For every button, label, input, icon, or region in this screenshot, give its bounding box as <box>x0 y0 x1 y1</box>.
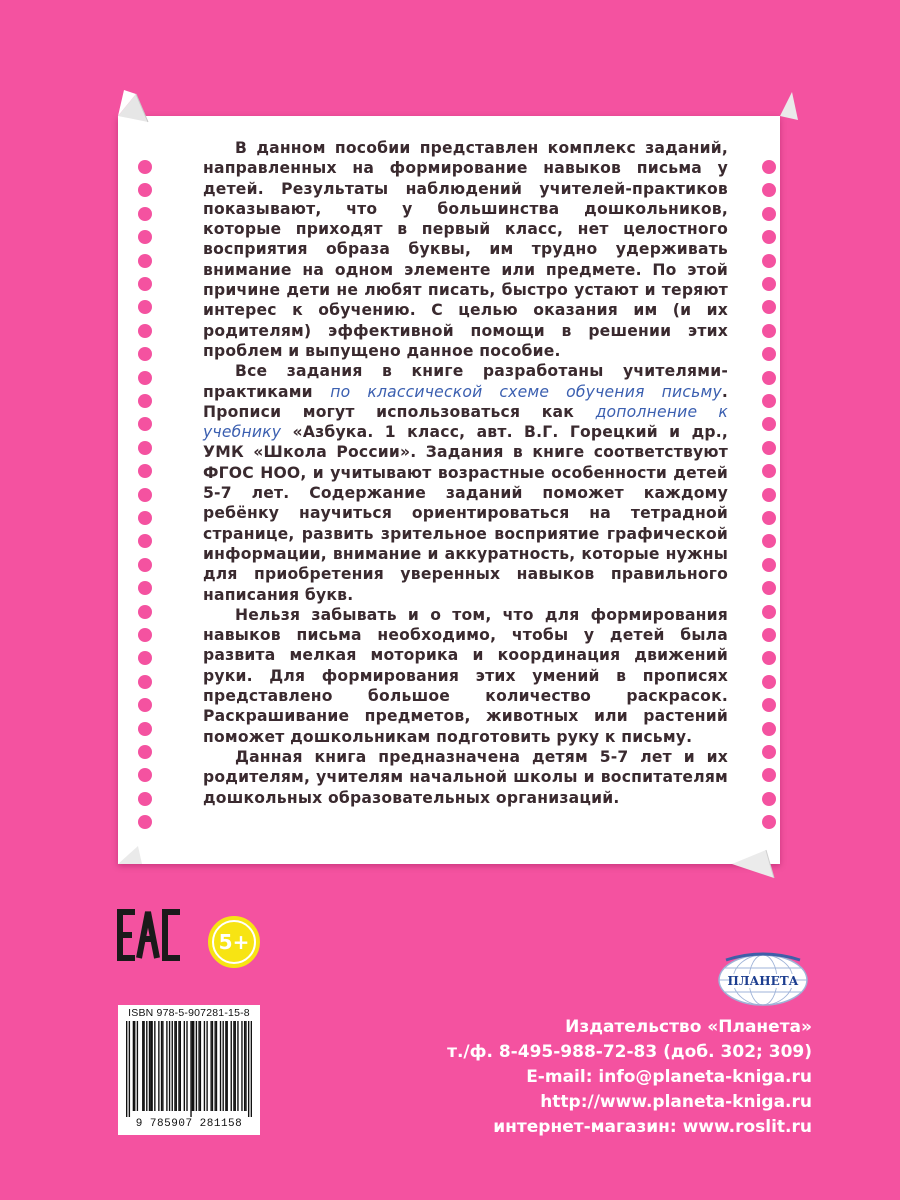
punch-hole <box>138 792 152 806</box>
annotation-paragraph-4 <box>203 747 728 808</box>
punch-hole <box>762 417 776 431</box>
barcode-bar <box>149 1021 150 1111</box>
barcode-bar <box>146 1021 147 1111</box>
barcode-bar <box>193 1021 194 1111</box>
punch-hole <box>762 324 776 338</box>
punch-hole <box>138 160 152 174</box>
punch-hole <box>762 628 776 642</box>
punch-hole <box>762 768 776 782</box>
punch-hole <box>138 511 152 525</box>
barcode-block <box>118 1005 260 1135</box>
barcode-bar <box>220 1021 221 1111</box>
paper-curl-top-right <box>752 82 812 142</box>
paper-curl-top-left <box>88 82 158 158</box>
barcode-bar <box>129 1021 130 1117</box>
barcode-bar <box>133 1021 134 1111</box>
punch-hole <box>762 347 776 361</box>
publisher-logo <box>708 950 818 1010</box>
barcode-bar <box>225 1021 226 1111</box>
punch-hole <box>138 183 152 197</box>
punch-hole <box>138 371 152 385</box>
barcode-bar <box>162 1021 163 1111</box>
barcode-bar <box>216 1021 217 1111</box>
publisher-name: Издательство «Планета» <box>565 1017 812 1037</box>
annotation-paragraph-1 <box>203 138 728 361</box>
text-segment: Данная книга предназначена детям 5-7 лет и их родителям, учителям начальной школы и воспитателям дошкольных образовательных организаций. <box>203 747 728 807</box>
punch-hole <box>138 207 152 221</box>
age-rating-text: 5+ <box>218 930 250 954</box>
publisher-info <box>447 1015 812 1140</box>
punch-hole <box>762 792 776 806</box>
punch-hole <box>138 534 152 548</box>
barcode-bar <box>198 1021 199 1111</box>
barcode-bar <box>233 1021 234 1111</box>
punch-hole <box>762 651 776 665</box>
barcode-digits: 9 785907 281158 <box>135 1118 243 1130</box>
annotation-paragraph-3 <box>203 605 728 747</box>
barcode-bar <box>143 1021 144 1111</box>
punch-hole <box>138 464 152 478</box>
punch-hole <box>138 722 152 736</box>
punch-hole <box>762 183 776 197</box>
barcode-bar <box>244 1021 245 1111</box>
punch-hole <box>138 324 152 338</box>
barcode-bar <box>184 1021 185 1111</box>
barcode-bar <box>210 1021 211 1111</box>
publisher-website: http://www.planeta-kniga.ru <box>540 1092 812 1112</box>
barcode-bar <box>150 1021 151 1111</box>
punch-hole <box>138 698 152 712</box>
punch-hole <box>762 394 776 408</box>
punch-hole <box>138 230 152 244</box>
isbn-label: ISBN 978-5-907281-15-8 <box>128 1007 250 1019</box>
punch-hole <box>138 441 152 455</box>
punch-hole <box>138 347 152 361</box>
text-segment: . Прописи могут использоваться как <box>203 382 728 421</box>
barcode-bar <box>137 1021 138 1111</box>
punch-hole <box>138 277 152 291</box>
punch-hole <box>762 254 776 268</box>
barcode-bar <box>176 1021 177 1111</box>
paper-curl-bottom-left <box>98 840 158 890</box>
punch-hole <box>138 768 152 782</box>
punch-hole <box>762 722 776 736</box>
punch-hole <box>138 675 152 689</box>
punch-hole <box>138 300 152 314</box>
emphasized-phrase: дополнение к учебнику <box>203 402 728 442</box>
barcode-bar <box>235 1021 236 1111</box>
emphasized-phrase: по классической схеме обучения письму <box>330 382 722 401</box>
punch-hole <box>762 207 776 221</box>
punch-holes-right <box>762 160 778 840</box>
barcode-bar <box>142 1021 143 1111</box>
punch-hole <box>762 698 776 712</box>
punch-hole <box>138 815 152 829</box>
eac-conformity-mark <box>117 909 185 961</box>
punch-hole <box>138 581 152 595</box>
barcode-bar <box>237 1021 238 1111</box>
paper-curl-bottom-right <box>726 816 796 892</box>
barcode-bar <box>200 1021 201 1111</box>
barcode-bar <box>204 1021 205 1111</box>
barcode-bar <box>172 1021 173 1111</box>
punch-hole <box>138 558 152 572</box>
barcode-bar <box>192 1021 193 1111</box>
barcode-bar <box>154 1021 155 1111</box>
barcode-bar <box>126 1021 127 1117</box>
publisher-logo-text: ПЛАНЕТА <box>727 974 799 988</box>
barcode-bar <box>245 1021 246 1111</box>
barcode-bar <box>158 1021 159 1111</box>
barcode-bar <box>169 1021 170 1111</box>
punch-hole <box>762 277 776 291</box>
text-segment: Все задания в книге разработаны учителями-практиками <box>203 362 728 401</box>
barcode-bar <box>134 1021 135 1111</box>
annotation-paragraph-2 <box>203 361 728 605</box>
punch-hole <box>762 488 776 502</box>
barcode-bar <box>166 1021 167 1111</box>
barcode-bar <box>227 1021 228 1111</box>
punch-hole <box>138 628 152 642</box>
barcode-bar <box>186 1021 187 1111</box>
barcode-bar <box>241 1021 242 1111</box>
barcode-bar <box>214 1021 215 1111</box>
text-segment: Нельзя забывать и о том, что для формирования навыков письма необходимо, чтобы у детей была развита мелкая моторика и координация движений руки. Для формирования этих умений в прописях представлено большое количество раскрасок. Раскрашивание предметов, животных или растений поможет дошкольникам подготовить руку к письму. <box>203 605 728 746</box>
barcode-bar <box>190 1021 191 1117</box>
barcode-bar <box>196 1021 197 1111</box>
punch-hole <box>762 745 776 759</box>
punch-hole <box>762 511 776 525</box>
publisher-shop: интернет-магазин: www.roslit.ru <box>493 1117 812 1137</box>
publisher-email: E-mail: info@planeta-kniga.ru <box>526 1067 812 1087</box>
barcode-bar <box>206 1021 207 1111</box>
barcode-bar <box>174 1021 175 1111</box>
punch-hole <box>762 605 776 619</box>
text-segment: «Азбука. 1 класс, авт. В.Г. Горецкий и др., УМК «Школа России». Задания в книге соответствуют ФГОС НОО, и учитывают возрастные особенности детей 5-7 лет. Содержание заданий поможет каждому ребёнку научиться ориентироваться на тетрадной странице, развить зрительное восприятие графической информации, внимание и аккуратность, которые нужны для приобретения уверенных навыков правильного написания букв. <box>203 423 728 604</box>
barcode-bar <box>178 1021 179 1111</box>
barcode-bar <box>231 1021 232 1111</box>
punch-hole <box>762 464 776 478</box>
age-rating-badge <box>208 916 260 968</box>
barcode-bars <box>126 1021 252 1117</box>
punch-hole <box>762 300 776 314</box>
barcode-bar <box>212 1021 213 1111</box>
punch-hole <box>138 745 152 759</box>
punch-hole <box>138 417 152 431</box>
barcode-bar <box>251 1021 252 1117</box>
punch-holes-left <box>138 160 154 840</box>
annotation-text <box>203 138 728 808</box>
punch-hole <box>762 230 776 244</box>
punch-hole <box>762 558 776 572</box>
punch-hole <box>762 815 776 829</box>
barcode-bar <box>248 1021 249 1117</box>
punch-hole <box>762 441 776 455</box>
publisher-phone: т./ф. 8-495-988-72-83 (доб. 302; 309) <box>447 1042 812 1062</box>
punch-hole <box>762 160 776 174</box>
punch-hole <box>138 394 152 408</box>
punch-hole <box>762 675 776 689</box>
text-segment: В данном пособии представлен комплекс заданий, направленных на формирование навыков письма у детей. Результаты наблюдений учителей-практиков показывают, что у большинства дошкольников, которые приходят в первый класс, нет целостного восприятия образа буквы, им трудно удерживать внимание на одном элементе или предмете. По этой причине дети не любят писать, быстро устают и теряют интерес к обучению. С целью оказания им (и их родителям) эффективной помощи в решении этих проблем и выпущено данное пособие. <box>203 139 728 360</box>
punch-hole <box>762 581 776 595</box>
punch-hole <box>138 254 152 268</box>
punch-hole <box>138 488 152 502</box>
barcode-bar <box>151 1021 152 1111</box>
barcode-bar <box>161 1021 162 1111</box>
punch-hole <box>138 605 152 619</box>
punch-hole <box>138 651 152 665</box>
punch-hole <box>762 534 776 548</box>
punch-hole <box>762 371 776 385</box>
barcode-bar <box>180 1021 181 1111</box>
barcode-bar <box>223 1021 224 1111</box>
